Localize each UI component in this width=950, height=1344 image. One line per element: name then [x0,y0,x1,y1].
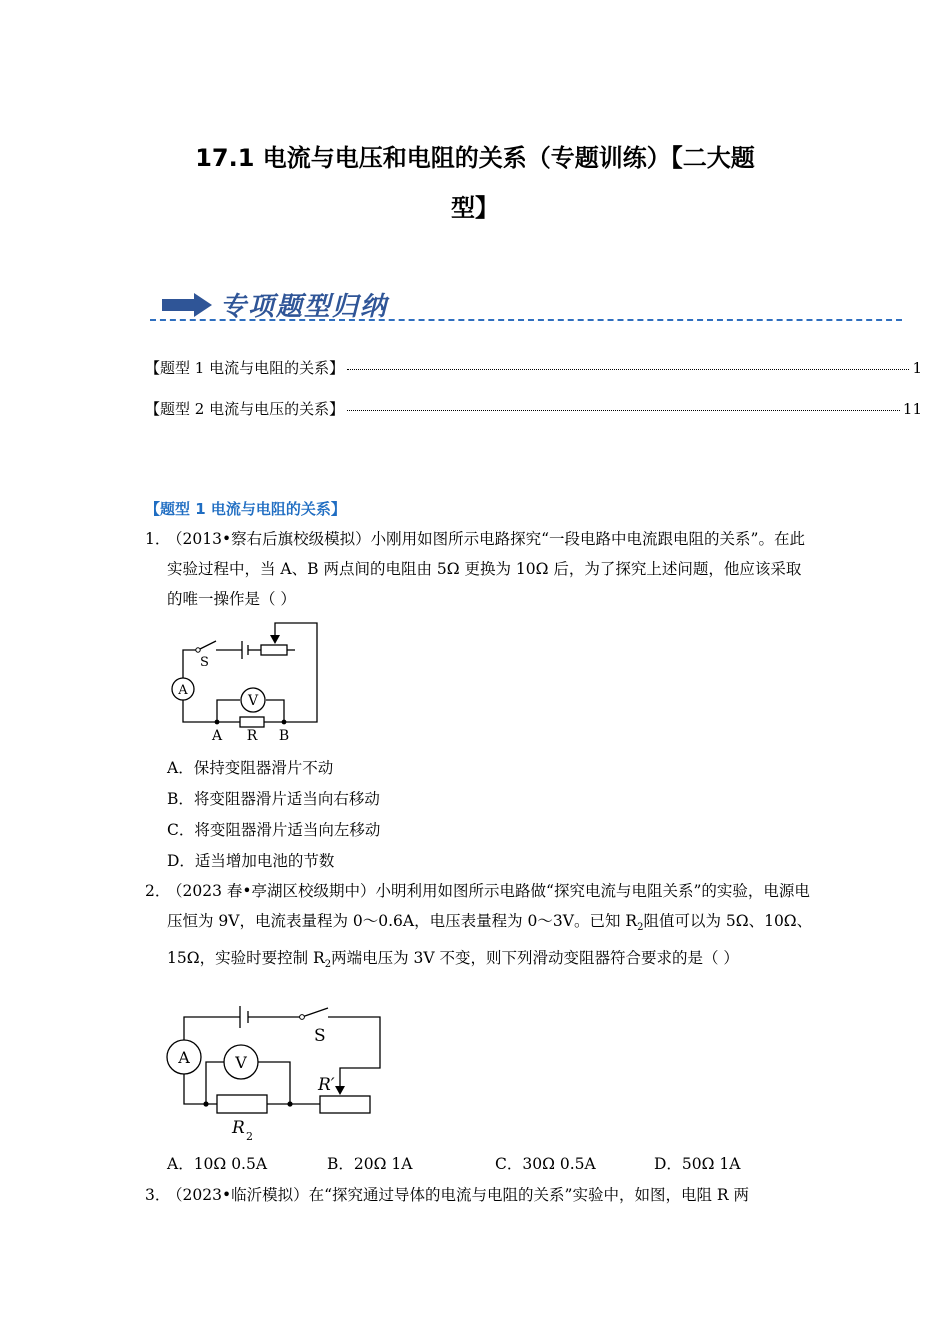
voltmeter-label: V [235,1053,247,1072]
question-2 [145,876,815,980]
rheostat-label: R′ [318,1075,335,1095]
ammeter-label: A [178,683,188,698]
circuit-diagram-2 [160,1000,390,1145]
section-banner [150,283,902,328]
page-title-line1: 17.1 电流与电压和电阻的关系（专题训练）【二大题 [195,144,755,172]
option-d[interactable]: D．50Ω 1A [654,1155,741,1173]
toc-entry[interactable] [145,398,922,419]
question-number: 2． [145,882,171,900]
option-a[interactable]: A．保持变阻器滑片不动 [167,759,334,777]
toc-entry[interactable] [145,357,922,378]
resistor-label: R [246,728,258,744]
page-title-line2: 型】 [451,194,499,222]
option-d[interactable]: D．适当增加电池的节数 [167,852,335,870]
toc-leader [347,410,900,411]
resistor-subscript: 2 [246,1130,253,1143]
ammeter-label: A [178,1048,190,1067]
toc-entry-page: 1 [912,359,922,377]
option-b[interactable]: B．将变阻器滑片适当向右移动 [167,790,380,808]
toc-leader [347,369,909,370]
banner-divider [150,319,902,321]
question-number: 3． [145,1186,171,1204]
option-b[interactable]: B．20Ω 1A [327,1155,413,1173]
voltmeter-label: V [247,693,259,709]
option-c[interactable]: C．将变阻器滑片适当向左移动 [167,821,381,839]
toc-entry-label: 【题型 2 电流与电压的关系】 [145,400,345,418]
question-1 [145,524,815,614]
toc-entry-label: 【题型 1 电流与电阻的关系】 [145,359,345,377]
question-text: （2013•察右后旗校级模拟）小刚用如图所示电路探究“一段电路中电流跟电阻的关系”。在此实验过程中，当 A、B 两点间的电阻由 5Ω 更换为 10Ω 后，为了探究上述问题，他应该采取的唯一操作是（ ） [167,530,805,608]
question-3 [145,1180,815,1210]
point-b-label: B [278,728,290,744]
switch-label: S [200,655,209,670]
arrow-right-icon [162,293,212,317]
question-text: （2023•临沂模拟）在“探究通过导体的电流与电阻的关系”实验中，如图，电阻 R 两 [167,1186,749,1204]
section-heading: 【题型 1 电流与电阻的关系】 [145,500,346,518]
question-number: 1． [145,530,171,548]
circuit-diagram-1 [160,615,330,745]
switch-label: S [314,1026,326,1046]
toc-entry-page: 11 [902,400,922,418]
point-a-label: A [211,728,223,744]
banner-title: 专项题型归纳 [220,292,389,322]
option-a[interactable]: A．10Ω 0.5A [167,1155,268,1173]
question-text: （2023 春•亭湖区校级期中）小明利用如图所示电路做“探究电流与电阻关系”的实验，电源电压恒为 9V，电流表量程为 0～0.6A，电压表量程为 0～3V。已知 $R_2$阻值可以为 5Ω、10Ω、15Ω，实验时要控制 $R_2$两端电压为 3V 不变，则下列滑动变阻器符合要求的是（ ） [167,882,813,971]
option-c[interactable]: C．30Ω 0.5A [495,1155,596,1173]
resistor-label: R [232,1118,245,1138]
